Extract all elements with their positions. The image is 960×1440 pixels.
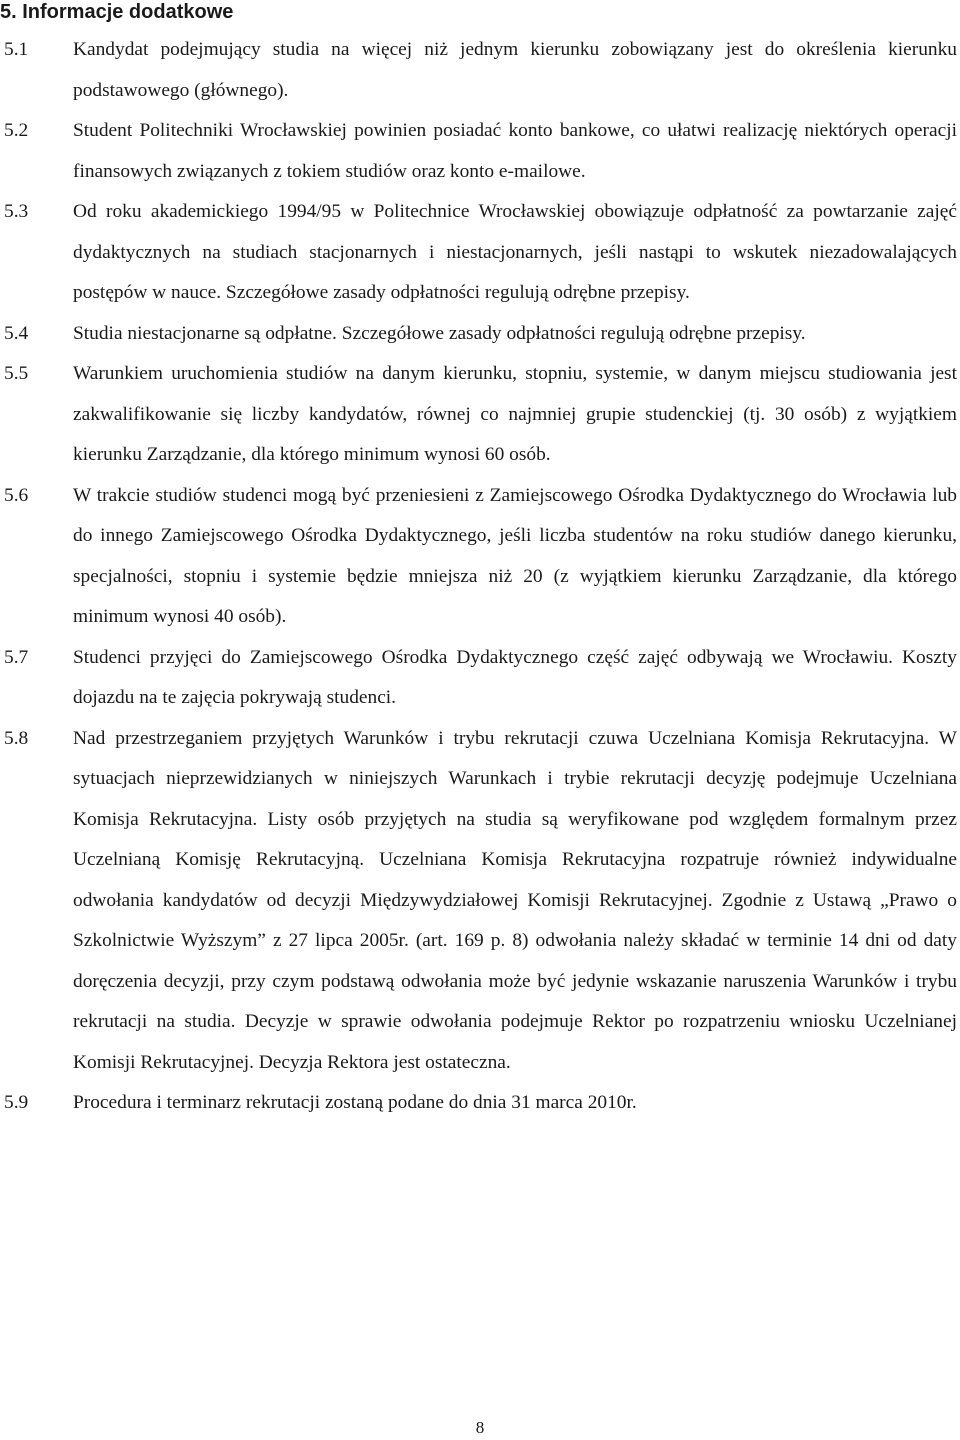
paragraph-text: Kandydat podejmujący studia na więcej niż jednym kierunku zobowiązany jest do określenia kierunku podstawowego (głównego).: [73, 39, 957, 101]
paragraph-text: Procedura i terminarz rekrutacji zostaną podane do dnia 31 marca 2010r.: [73, 1092, 637, 1113]
paragraph-number: 5.1: [4, 39, 29, 60]
paragraph-5-9: [0, 1083, 960, 1124]
paragraph-number: 5.5: [4, 363, 29, 384]
paragraph-text: Studenci przyjęci do Zamiejscowego Ośrodka Dydaktycznego część zajęć odbywają we Wrocławiu. Koszty dojazdu na te zajęcia pokrywają studenci.: [73, 646, 957, 708]
paragraph-text: Student Politechniki Wrocławskiej powinien posiadać konto bankowe, co ułatwi realizację niektórych operacji finansowych związanych z tokiem studiów oraz konto e-mailowe.: [73, 120, 957, 182]
paragraph-number: 5.2: [4, 120, 29, 141]
paragraph-text: Nad przestrzeganiem przyjętych Warunków i trybu rekrutacji czuwa Uczelniana Komisja Rekrutacyjna. W sytuacjach nieprzewidzianych w niniejszych Warunkach i trybie rekrutacji decyzję podejmuje Uczelniana Komisja Rekrutacyjna. Listy osób przyjętych na studia są weryfikowane pod względem formalnym przez Uczelnianą Komisję Rekrutacyjną. Uczelniana Komisja Rekrutacyjna rozpatruje również indywidualne odwołania kandydatów od decyzji Międzywydziałowej Komisji Rekrutacyjnej. Zgodnie z Ustawą „Prawo o Szkolnictwie Wyższym” z 27 lipca 2005r. (art. 169 p. 8) odwołania należy składać w terminie 14 dni od daty doręczenia decyzji, przy czym podstawą odwołania może być jedynie wskazanie naruszenia Warunków i trybu rekrutacji na studia. Decyzje w sprawie odwołania podejmuje Rektor po rozpatrzeniu wniosku Uczelnianej Komisji Rekrutacyjnej. Decyzja Rektora jest ostateczna.: [73, 727, 957, 1073]
paragraph-5-8: [0, 719, 960, 1084]
paragraph-5-7: [0, 638, 960, 719]
paragraph-number: 5.4: [4, 322, 29, 344]
paragraph-5-1: [0, 30, 960, 111]
paragraph-5-3: [0, 192, 960, 314]
paragraph-text: Studia niestacjonarne są odpłatne. Szczegółowe zasady odpłatności regulują odrębne przepisy.: [73, 322, 806, 344]
paragraph-number: 5.7: [4, 646, 29, 668]
paragraph-5-2: [0, 111, 960, 192]
paragraph-number: 5.8: [4, 727, 29, 749]
paragraph-5-5: [0, 354, 960, 476]
paragraph-text: Od roku akademickiego 1994/95 w Politechnice Wrocławskiej obowiązuje odpłatność za powtarzanie zajęć dydaktycznych na studiach stacjonarnych i niestacjonarnych, jeśli nastąpi to wskutek niezadowalających postępów w nauce. Szczegółowe zasady odpłatności regulują odrębne przepisy.: [73, 201, 957, 303]
paragraph-5-6: [0, 476, 960, 638]
paragraph-number: 5.6: [4, 484, 29, 506]
paragraph-number: 5.9: [4, 1092, 29, 1113]
paragraph-list: [0, 30, 960, 1124]
paragraph-number: 5.3: [4, 201, 29, 222]
page-number: 8: [475, 1418, 485, 1437]
paragraph-text: Warunkiem uruchomienia studiów na danym kierunku, stopniu, systemie, w danym miejscu studiowania jest zakwalifikowanie się liczby kandydatów, równej co najmniej grupie studenckiej (tj. 30 osób) z wyjątkiem kierunku Zarządzanie, dla którego minimum wynosi 60 osób.: [73, 363, 957, 465]
paragraph-text: W trakcie studiów studenci mogą być przeniesieni z Zamiejscowego Ośrodka Dydaktycznego do Wrocławia lub do innego Zamiejscowego Ośrodka Dydaktycznego, jeśli liczba studentów na roku studiów danego kierunku, specjalności, stopniu i systemie będzie mniejsza niż 20 (z wyjątkiem kierunku Zarządzanie, dla którego minimum wynosi 40 osób).: [73, 484, 957, 627]
section-heading: 5. Informacje dodatkowe: [0, 1, 234, 23]
paragraph-5-4: [0, 314, 960, 355]
